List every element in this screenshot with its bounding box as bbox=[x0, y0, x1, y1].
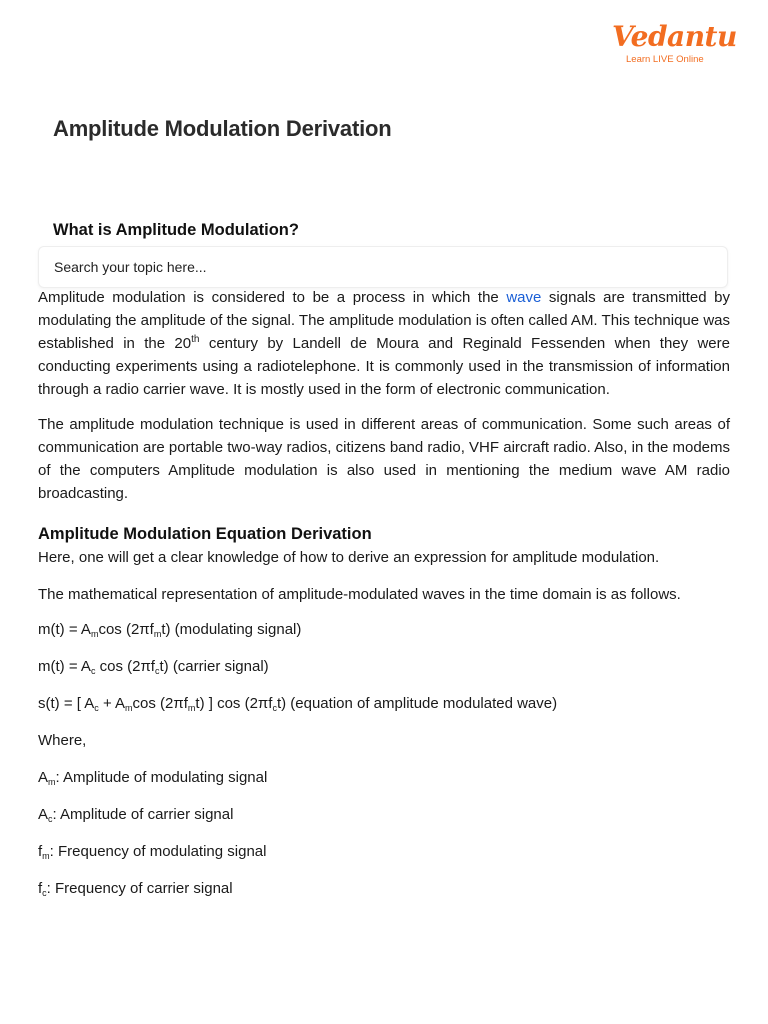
section-heading: What is Amplitude Modulation? bbox=[53, 221, 299, 239]
definition-am: $A_m$: Amplitude of modulating signal bbox=[38, 769, 268, 787]
wave-link[interactable]: wave bbox=[506, 289, 542, 306]
article-content bbox=[38, 286, 730, 914]
equation-modulating-signal: $m(t) = A_m\cos$ $(2\pi f_mt)$ (modulating signal) bbox=[38, 621, 302, 639]
derivation-heading: Amplitude Modulation Equation Derivation bbox=[38, 525, 372, 543]
equation-carrier-signal: $m(t) = A_c$ $\cos (2\pi f_ct)$ (carrier signal) bbox=[38, 658, 269, 676]
search-input[interactable] bbox=[38, 246, 728, 288]
page-title: Amplitude Modulation Derivation bbox=[53, 116, 392, 141]
intro-paragraph-2: The amplitude modulation technique is used in different areas of communication. Some such areas of communication are portable two-way radios, citizens band radio, VHF aircraft radio. Also, in the modems of the computers Amplitude modulation is also used in mentioning the medium wave AM radio broadcasting. bbox=[38, 416, 730, 502]
definition-fc: $f_c$: Frequency of carrier signal bbox=[38, 880, 233, 898]
logo-wordmark: Vedantu bbox=[612, 20, 737, 53]
vedantu-logo[interactable] bbox=[612, 20, 737, 66]
derivation-paragraph-2: The mathematical representation of amplitude-modulated waves in the time domain is as follows. bbox=[38, 586, 681, 603]
definition-fm: $f_m$: Frequency of modulating signal bbox=[38, 843, 267, 861]
equation-am-wave: s(t) = [ $A_c + A_m\cos$ $(2\pi f_mt)$ ] $\cos (2\pi f_ct)$ (equation of amplitude modulated wave) bbox=[38, 695, 558, 713]
derivation-paragraph-1: Here, one will get a clear knowledge of how to derive an expression for amplitude modulation. bbox=[38, 549, 660, 566]
definition-ac: $A_c$: Amplitude of carrier signal bbox=[38, 806, 234, 824]
logo-tagline: Learn LIVE Online bbox=[626, 54, 704, 65]
where-label: Where, bbox=[38, 732, 87, 749]
intro-paragraph-1: Amplitude modulation is considered to be a process in which the wave signals are transmitted by modulating the amplitude of the signal. The amplitude modulation is often called AM. This technique was established in the 20th century by Landell de Moura and Reginald Fessenden when they were conducting experiments using a radiotelephone. It is commonly used in the transmission of information through a radio carrier wave. It is mostly used in the form of electronic communication. bbox=[38, 289, 730, 398]
